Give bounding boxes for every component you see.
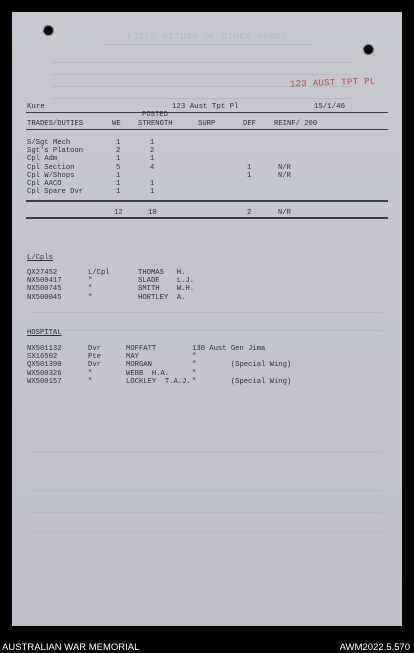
- trade-cell: Cpl Section: [27, 163, 75, 172]
- total-we: 12: [114, 209, 123, 217]
- document-sheet: [12, 12, 402, 626]
- totals-rule-bottom: [26, 217, 388, 219]
- total-reinf: N/R: [278, 209, 291, 217]
- soldier-name: WEBB H.A.: [126, 369, 170, 378]
- hospital-location: " (Special Wing): [192, 377, 292, 386]
- service-number: WX500326: [27, 369, 62, 378]
- ghost-line: [32, 312, 382, 313]
- ghost-line: [32, 512, 382, 513]
- soldier-name: MORGAN: [126, 361, 152, 370]
- posted-cell: 1: [150, 188, 155, 197]
- soldier-name: SLADE L.J.: [138, 277, 195, 286]
- posted-cell: 1: [150, 180, 155, 188]
- we-cell: 1: [116, 171, 121, 180]
- rank: ": [88, 285, 93, 294]
- col-trades: TRADES/DUTIES: [27, 120, 84, 128]
- col-surp: SURP: [198, 120, 216, 128]
- rank: ": [88, 277, 93, 286]
- soldier-name: MOFFATT: [126, 345, 157, 353]
- trade-cell: Cpl Adm: [27, 155, 58, 164]
- ghost-line: [52, 74, 352, 75]
- hospital-location: 130 Aust Gen Jima: [192, 345, 266, 353]
- reference-label: AWM2022.5.570: [339, 642, 410, 653]
- rank: L/Cpl: [88, 269, 110, 277]
- ghost-line: [52, 62, 352, 63]
- columns-rule: [26, 129, 388, 130]
- hospital-location: ": [192, 353, 197, 362]
- soldier-name: LOCKLEY T.A.J.: [126, 377, 191, 386]
- col-strength: STRENGTH: [138, 120, 173, 128]
- posted-cell: 1: [150, 139, 155, 147]
- hospital-heading: HOSPITAL: [27, 329, 62, 337]
- total-def: 2: [247, 209, 252, 217]
- rank: Dvr: [88, 345, 101, 353]
- rank: Pte: [88, 353, 101, 362]
- rank: ": [88, 377, 93, 386]
- rank: ": [88, 369, 93, 378]
- soldier-name: THOMAS H.: [138, 269, 186, 277]
- ghost-line: [32, 490, 382, 491]
- we-cell: 1: [116, 155, 121, 164]
- col-reinf: REINF/ 200: [274, 120, 318, 128]
- service-number: QX501390: [27, 361, 62, 370]
- service-number: NX500045: [27, 293, 62, 302]
- reinf-cell: N/R: [278, 171, 291, 180]
- we-cell: 5: [116, 163, 121, 172]
- col-we: WE: [112, 120, 121, 128]
- ghost-line: [52, 98, 352, 99]
- hospital-location: ": [192, 369, 197, 378]
- form-title: FIELD RETURN OF OTHER RANKS: [127, 32, 287, 42]
- soldier-name: SMITH W.H.: [138, 285, 195, 294]
- service-number: NX501132: [27, 345, 62, 353]
- ghost-line: [102, 44, 312, 45]
- rank: ": [88, 293, 93, 302]
- rank: Dvr: [88, 361, 101, 370]
- header-rule: [26, 112, 388, 113]
- service-number: WX500157: [27, 377, 62, 386]
- unit-label: 123 Aust Tpt Pl: [172, 103, 239, 111]
- col-posted-top: POSTED: [142, 111, 168, 119]
- ghost-line: [32, 532, 382, 533]
- service-number: QX27452: [27, 269, 58, 277]
- hospital-location: " (Special Wing): [192, 361, 292, 370]
- def-cell: 1: [247, 163, 252, 172]
- we-cell: 1: [116, 180, 121, 188]
- posted-cell: 4: [150, 163, 155, 172]
- we-cell: 2: [116, 147, 121, 156]
- ghost-line: [32, 452, 382, 453]
- we-cell: 1: [116, 139, 121, 147]
- footer-bar: [0, 628, 414, 653]
- trade-cell: Cpl AACO: [27, 180, 62, 188]
- ghost-line: [32, 330, 382, 331]
- location-label: Kure: [27, 103, 45, 111]
- reinf-cell: N/R: [278, 163, 291, 172]
- totals-rule-top: [26, 200, 388, 202]
- trade-cell: Sgt's Platoon: [27, 147, 84, 156]
- date-label: 15/1/46: [314, 103, 346, 111]
- lcpls-heading: L/Cpls: [27, 254, 53, 262]
- col-def: DEF: [243, 120, 256, 128]
- trade-cell: Cpl Spare Dvr: [27, 188, 84, 197]
- soldier-name: HORTLEY A.: [138, 293, 186, 302]
- trade-cell: S/Sgt Mech: [27, 139, 71, 147]
- posted-cell: 2: [150, 147, 155, 156]
- soldier-name: MAY: [126, 353, 139, 362]
- trade-cell: Cpl W/Shops: [27, 171, 75, 180]
- service-number: SX16502: [27, 353, 58, 362]
- service-number: NX500745: [27, 285, 62, 294]
- punch-hole: [364, 45, 373, 54]
- total-posted: 10: [148, 209, 157, 217]
- punch-hole: [44, 26, 53, 35]
- service-number: NX500417: [27, 277, 62, 286]
- we-cell: 1: [116, 188, 121, 197]
- posted-cell: 1: [150, 155, 155, 164]
- unit-stamp: 123 AUST TPT PL: [289, 76, 376, 90]
- institution-label: AUSTRALIAN WAR MEMORIAL: [2, 642, 140, 653]
- def-cell: 1: [247, 171, 252, 180]
